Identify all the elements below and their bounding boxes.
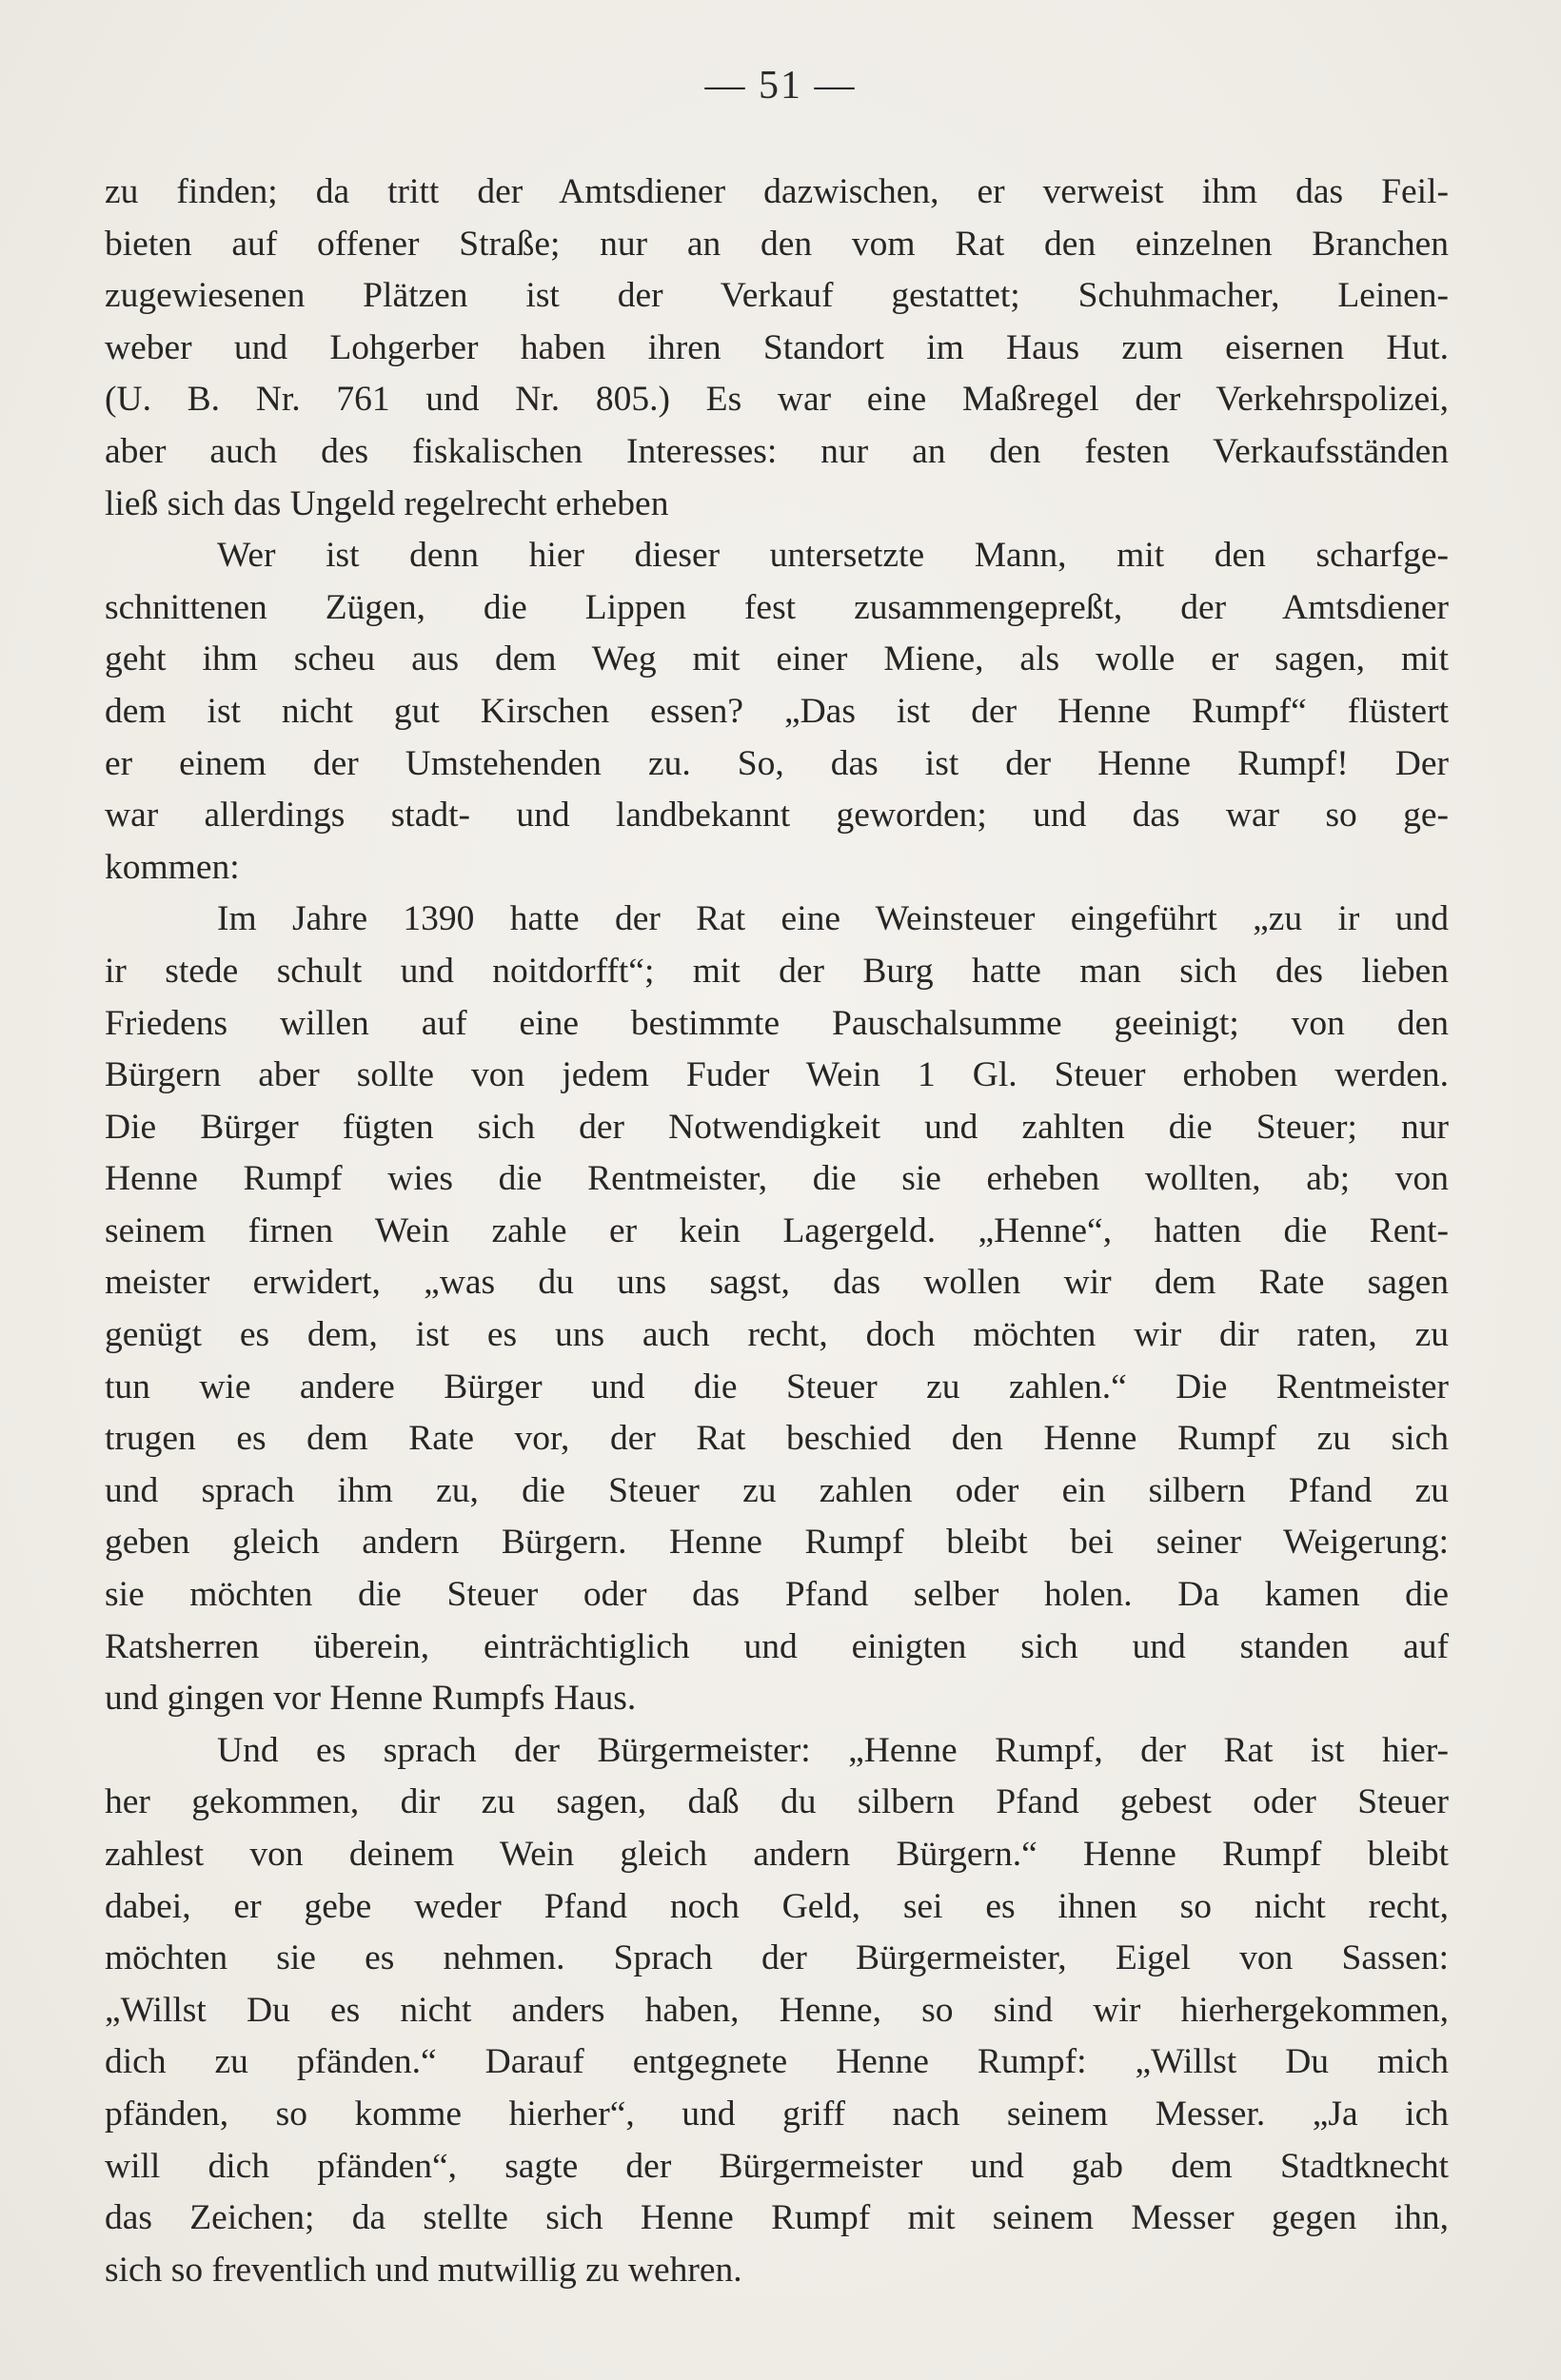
text-line: genügt es dem, ist es uns auch recht, doch möchten wir dir raten, zu	[105, 1315, 1449, 1355]
text-line: meister erwidert, „was du uns sagst, das wollen wir dem Rate sagen	[105, 1263, 1449, 1303]
text-line: Ratsherren überein, einträchtiglich und einigten sich und standen auf	[105, 1626, 1449, 1666]
text-line: Die Bürger fügten sich der Notwendigkeit und zahlten die Steuer; nur	[105, 1107, 1449, 1147]
text-line: sich so freventlich und mutwillig zu wehren.	[105, 2250, 742, 2290]
text-line: zahlest von deinem Wein gleich andern Bürgern.“ Henne Rumpf bleibt	[105, 1835, 1449, 1874]
text-line: schnittenen Zügen, die Lippen fest zusammengepreßt, der Amtsdiener	[105, 587, 1449, 627]
text-line: aber auch des fiskalischen Interesses: nur an den festen Verkaufsständen	[105, 431, 1449, 471]
text-line: „Willst Du es nicht anders haben, Henne, so sind wir hierhergekommen,	[105, 1990, 1449, 2030]
text-line: kommen:	[105, 847, 240, 887]
text-line: geben gleich andern Bürgern. Henne Rumpf bleibt bei seiner Weigerung:	[105, 1523, 1449, 1563]
text-line: war allerdings stadt- und landbekannt geworden; und das war so ge-	[105, 796, 1449, 836]
text-line: trugen es dem Rate vor, der Rat beschied den Henne Rumpf zu sich	[105, 1419, 1449, 1459]
text-line: und gingen vor Henne Rumpfs Haus.	[105, 1679, 637, 1719]
text-line: Wer ist denn hier dieser untersetzte Mann, mit den scharfge-	[217, 536, 1449, 576]
text-line: sie möchten die Steuer oder das Pfand selber holen. Da kamen die	[105, 1575, 1449, 1615]
text-line: (U. B. Nr. 761 und Nr. 805.) Es war eine Maßregel der Verkehrspolizei,	[105, 380, 1449, 420]
text-line: dem ist nicht gut Kirschen essen? „Das ist der Henne Rumpf“ flüstert	[105, 691, 1449, 731]
text-line: Und es sprach der Bürgermeister: „Henne Rumpf, der Rat ist hier-	[217, 1730, 1449, 1770]
page-number: — 51 —	[704, 64, 857, 108]
text-line: ir stede schult und noitdorfft“; mit der Burg hatte man sich des lieben	[105, 951, 1449, 991]
text-line: seinem firnen Wein zahle er kein Lagergeld. „Henne“, hatten die Rent-	[105, 1210, 1449, 1250]
text-line: das Zeichen; da stellte sich Henne Rumpf mit seinem Messer gegen ihn,	[105, 2198, 1449, 2238]
text-line: dich zu pfänden.“ Darauf entgegnete Henne Rumpf: „Willst Du mich	[105, 2042, 1449, 2082]
text-line: Bürgern aber sollte von jedem Fuder Wein 1 Gl. Steuer erhoben werden.	[105, 1055, 1449, 1095]
text-line: bieten auf offener Straße; nur an den vom Rat den einzelnen Branchen	[105, 224, 1449, 264]
text-line: und sprach ihm zu, die Steuer zu zahlen oder ein silbern Pfand zu	[105, 1470, 1449, 1510]
text-line: er einem der Umstehenden zu. So, das ist der Henne Rumpf! Der	[105, 743, 1449, 783]
text-line: zugewiesenen Plätzen ist der Verkauf gestattet; Schuhmacher, Leinen-	[105, 276, 1449, 316]
text-line: weber und Lohgerber haben ihren Standort im Haus zum eisernen Hut.	[105, 327, 1449, 367]
text-line: her gekommen, dir zu sagen, daß du silbern Pfand gebest oder Steuer	[105, 1782, 1449, 1822]
text-line: pfänden, so komme hierher“, und griff nach seinem Messer. „Ja ich	[105, 2094, 1449, 2134]
text-line: geht ihm scheu aus dem Weg mit einer Miene, als wolle er sagen, mit	[105, 639, 1449, 679]
text-line: zu finden; da tritt der Amtsdiener dazwischen, er verweist ihm das Feil-	[105, 172, 1449, 211]
text-line: will dich pfänden“, sagte der Bürgermeister und gab dem Stadtknecht	[105, 2146, 1449, 2186]
text-line: Im Jahre 1390 hatte der Rat eine Weinsteuer eingeführt „zu ir und	[217, 899, 1449, 939]
body-text	[105, 167, 1449, 2296]
text-line: tun wie andere Bürger und die Steuer zu zahlen.“ Die Rentmeister	[105, 1367, 1449, 1406]
text-line: ließ sich das Ungeld regelrecht erheben	[105, 483, 669, 523]
text-line: dabei, er gebe weder Pfand noch Geld, sei es ihnen so nicht recht,	[105, 1886, 1449, 1926]
text-line: möchten sie es nehmen. Sprach der Bürgermeister, Eigel von Sassen:	[105, 1938, 1449, 1978]
text-line: Henne Rumpf wies die Rentmeister, die sie erheben wollten, ab; von	[105, 1159, 1449, 1199]
text-line: Friedens willen auf eine bestimmte Pauschalsumme geeinigt; von den	[105, 1003, 1449, 1043]
